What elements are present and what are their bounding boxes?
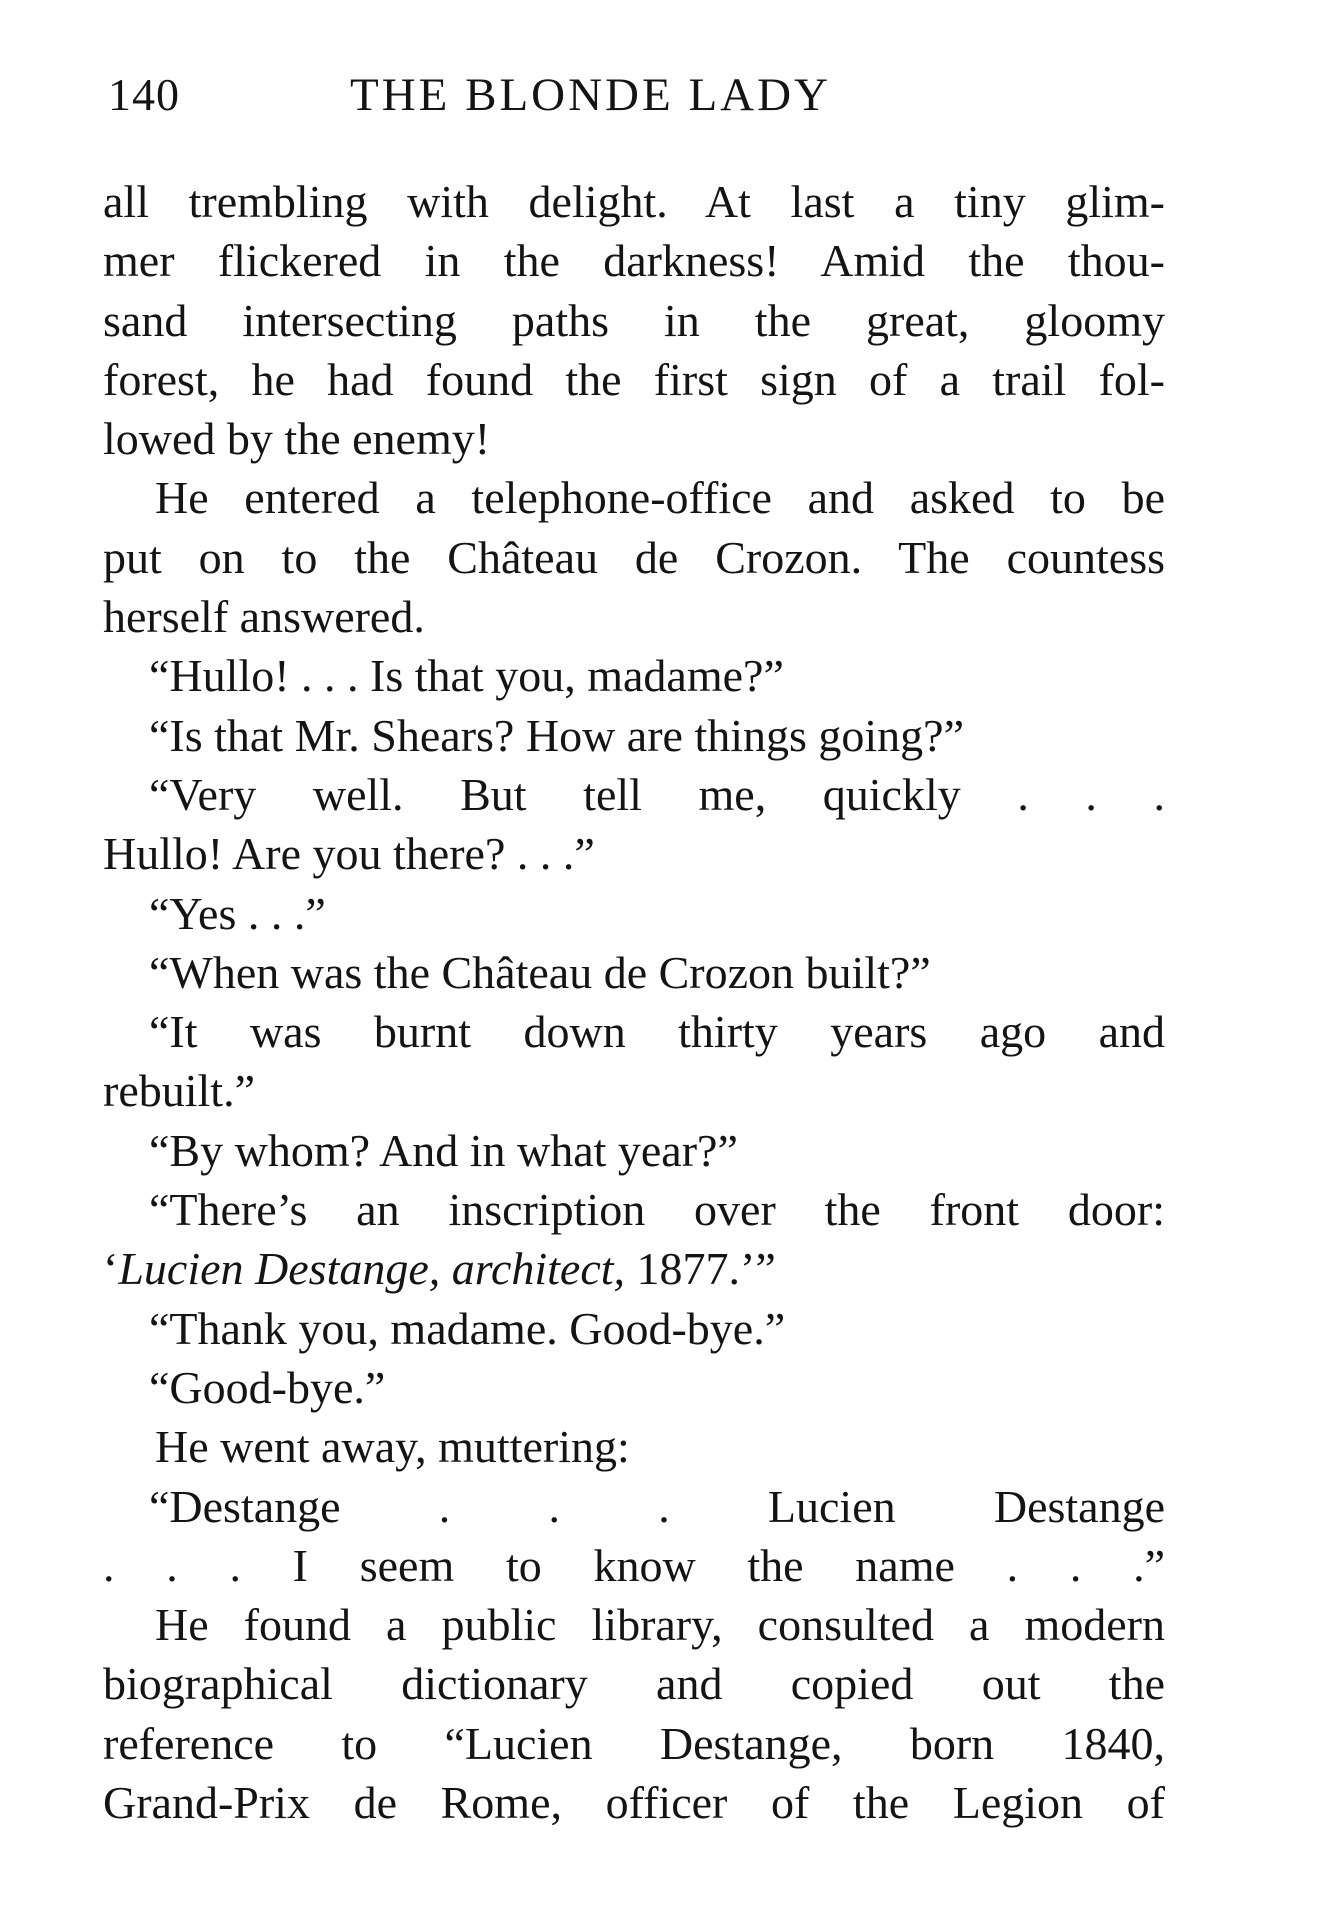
text-line: biographical dictionary and copied out the bbox=[103, 1658, 1165, 1710]
body-text bbox=[103, 172, 1165, 1832]
text-line: “Hullo! . . . Is that you, madame?” bbox=[149, 650, 784, 702]
page-header bbox=[108, 60, 1168, 130]
text-line: forest, he had found the first sign of a trail fol- bbox=[103, 353, 1165, 405]
text-line: He found a public library, consulted a modern bbox=[155, 1599, 1165, 1651]
text-line: herself answered. bbox=[103, 591, 425, 643]
italic-text: Lucien Destange, architect, bbox=[118, 1243, 626, 1295]
text-line: “Yes . . .” bbox=[149, 887, 326, 939]
running-head: THE BLONDE LADY bbox=[350, 69, 831, 121]
text-line: sand intersecting paths in the great, gloomy bbox=[103, 294, 1165, 346]
text-line: reference to “Lucien Destange, born 1840, bbox=[103, 1717, 1165, 1769]
text-line: . . . I seem to know the name . . .” bbox=[103, 1539, 1165, 1591]
page-number: 140 bbox=[108, 69, 180, 120]
text-line: ‘Lucien Destange, architect, 1877.’” bbox=[103, 1243, 776, 1295]
text-line: rebuilt.” bbox=[103, 1065, 255, 1117]
text-line: “Destange . . . Lucien Destange bbox=[149, 1480, 1165, 1532]
text-line: “Good-bye.” bbox=[149, 1361, 386, 1413]
text-line: “Is that Mr. Shears? How are things going?” bbox=[149, 709, 965, 761]
text-line: put on to the Château de Crozon. The countess bbox=[103, 531, 1165, 583]
text-line: “By whom? And in what year?” bbox=[149, 1124, 738, 1176]
text-line: He went away, muttering: bbox=[155, 1421, 630, 1473]
text-line: “It was burnt down thirty years ago and bbox=[149, 1006, 1165, 1058]
text-line: “Very well. But tell me, quickly . . . bbox=[149, 768, 1165, 820]
text-line: “When was the Château de Crozon built?” bbox=[149, 946, 931, 998]
text-line: lowed by the enemy! bbox=[103, 413, 491, 465]
text-line: “Thank you, madame. Good-bye.” bbox=[149, 1302, 786, 1354]
text-line: He entered a telephone-office and asked to be bbox=[155, 472, 1165, 524]
text-line: Hullo! Are you there? . . .” bbox=[103, 828, 595, 880]
text-line: Grand-Prix de Rome, officer of the Legion of bbox=[103, 1777, 1165, 1829]
text-line: “There’s an inscription over the front door: bbox=[149, 1184, 1165, 1236]
text-line: all trembling with delight. At last a tiny glim- bbox=[103, 176, 1165, 227]
text-line: mer flickered in the darkness! Amid the thou- bbox=[103, 235, 1165, 287]
